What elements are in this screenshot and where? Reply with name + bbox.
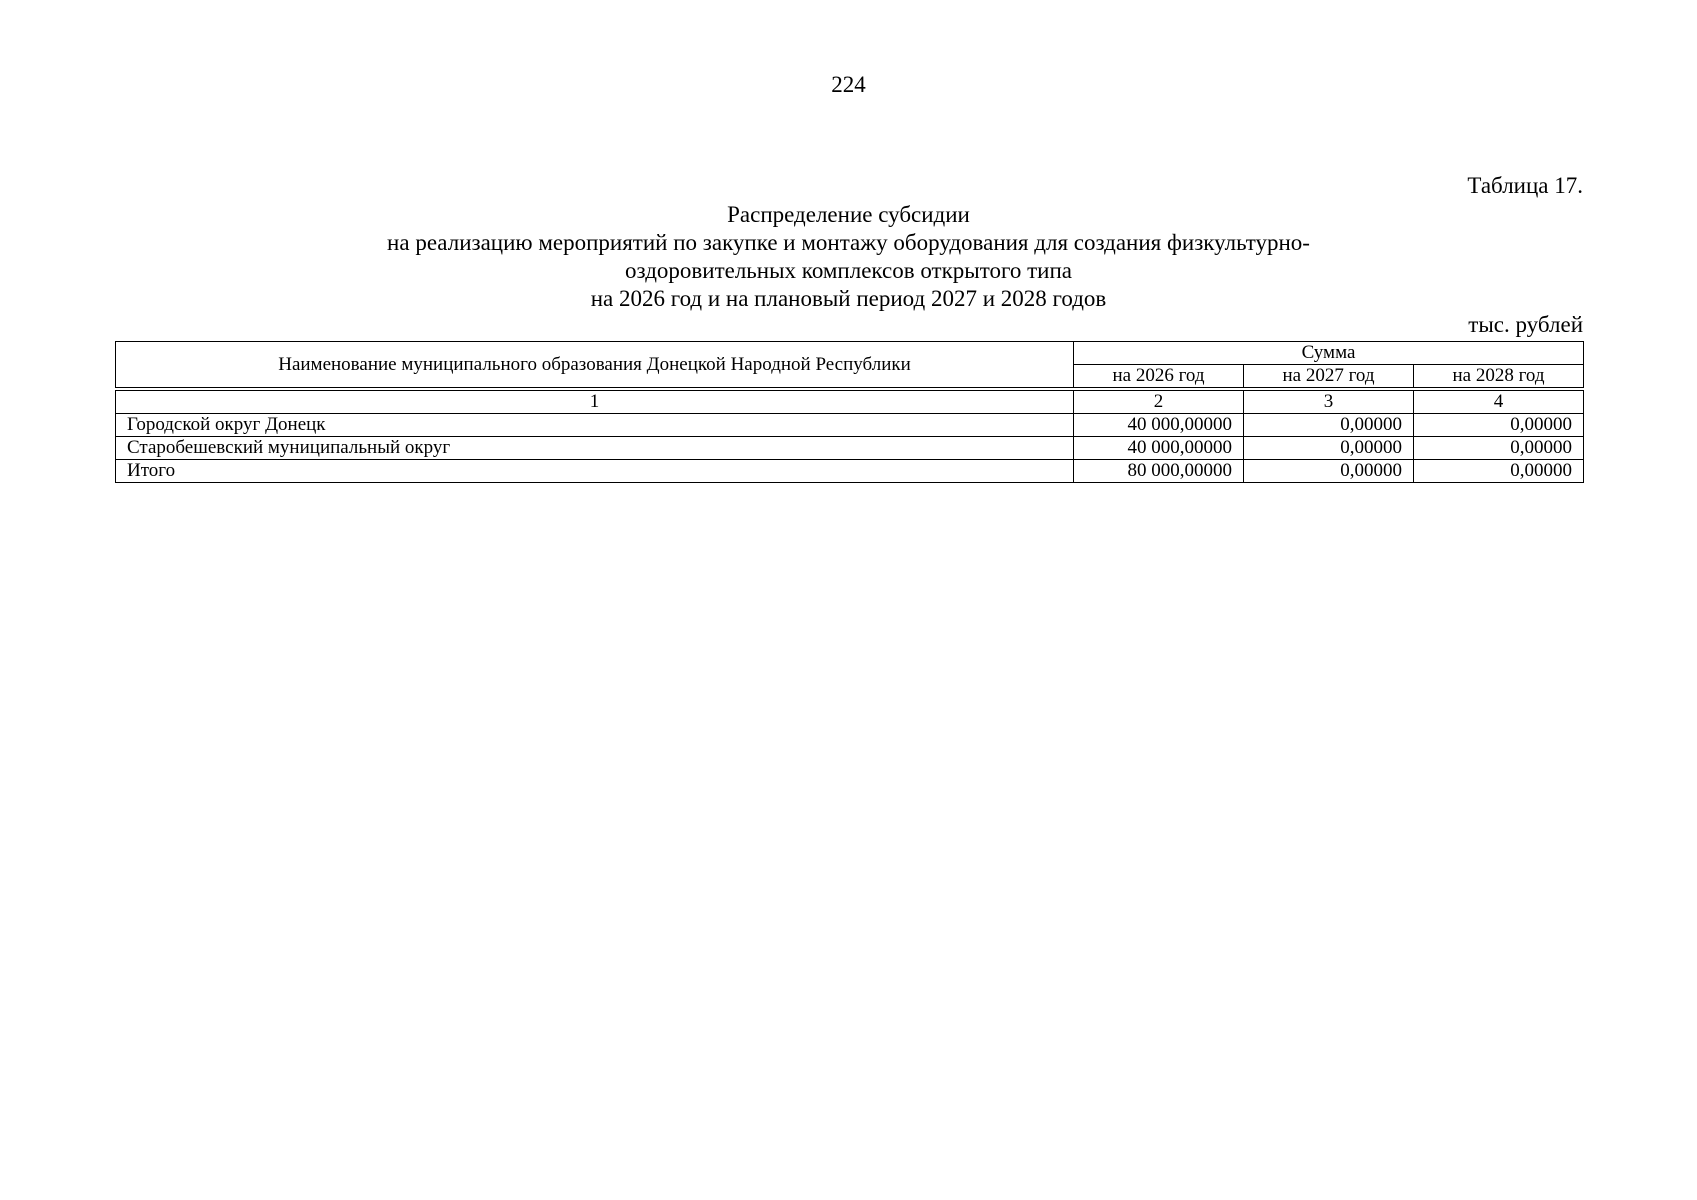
column-number: 2 <box>1074 391 1244 414</box>
title-line: на 2026 год и на плановый период 2027 и 2028 годов <box>590 286 1107 311</box>
column-number: 3 <box>1244 391 1414 414</box>
row-municipality: Старобешевский муниципальный округ <box>116 437 1074 460</box>
row-value-2027: 0,00000 <box>1244 437 1414 460</box>
table-number: Таблица 17. <box>1467 173 1583 198</box>
row-value-2028: 0,00000 <box>1414 437 1584 460</box>
header-year-2028: на 2028 год <box>1414 365 1584 388</box>
row-municipality: Городской округ Донецк <box>116 414 1074 437</box>
document-title <box>0 201 1697 313</box>
row-value-2027: 0,00000 <box>1244 460 1414 483</box>
header-year-2027: на 2027 год <box>1244 365 1414 388</box>
row-value-2026: 40 000,00000 <box>1074 437 1244 460</box>
page-number: 224 <box>831 72 866 97</box>
title-line: на реализацию мероприятий по закупке и монтажу оборудования для создания физкультурно- <box>387 230 1310 255</box>
title-line: Распределение субсидии <box>727 202 970 227</box>
row-value-2026: 40 000,00000 <box>1074 414 1244 437</box>
column-number-row <box>116 391 1584 414</box>
table-row <box>116 437 1584 460</box>
units-label: тыс. рублей <box>1468 312 1583 337</box>
column-number: 4 <box>1414 391 1584 414</box>
column-number: 1 <box>116 391 1074 414</box>
row-value-2026: 80 000,00000 <box>1074 460 1244 483</box>
row-municipality: Итого <box>116 460 1074 483</box>
header-year-2026: на 2026 год <box>1074 365 1244 388</box>
header-sum: Сумма <box>1074 342 1584 365</box>
subsidy-table <box>115 341 1584 483</box>
row-value-2028: 0,00000 <box>1414 460 1584 483</box>
table-header-row <box>116 342 1584 365</box>
title-line: оздоровительных комплексов открытого типа <box>625 258 1072 283</box>
row-value-2028: 0,00000 <box>1414 414 1584 437</box>
table-total-row <box>116 460 1584 483</box>
row-value-2027: 0,00000 <box>1244 414 1414 437</box>
table-row <box>116 414 1584 437</box>
header-municipality: Наименование муниципального образования Донецкой Народной Республики <box>116 342 1074 388</box>
